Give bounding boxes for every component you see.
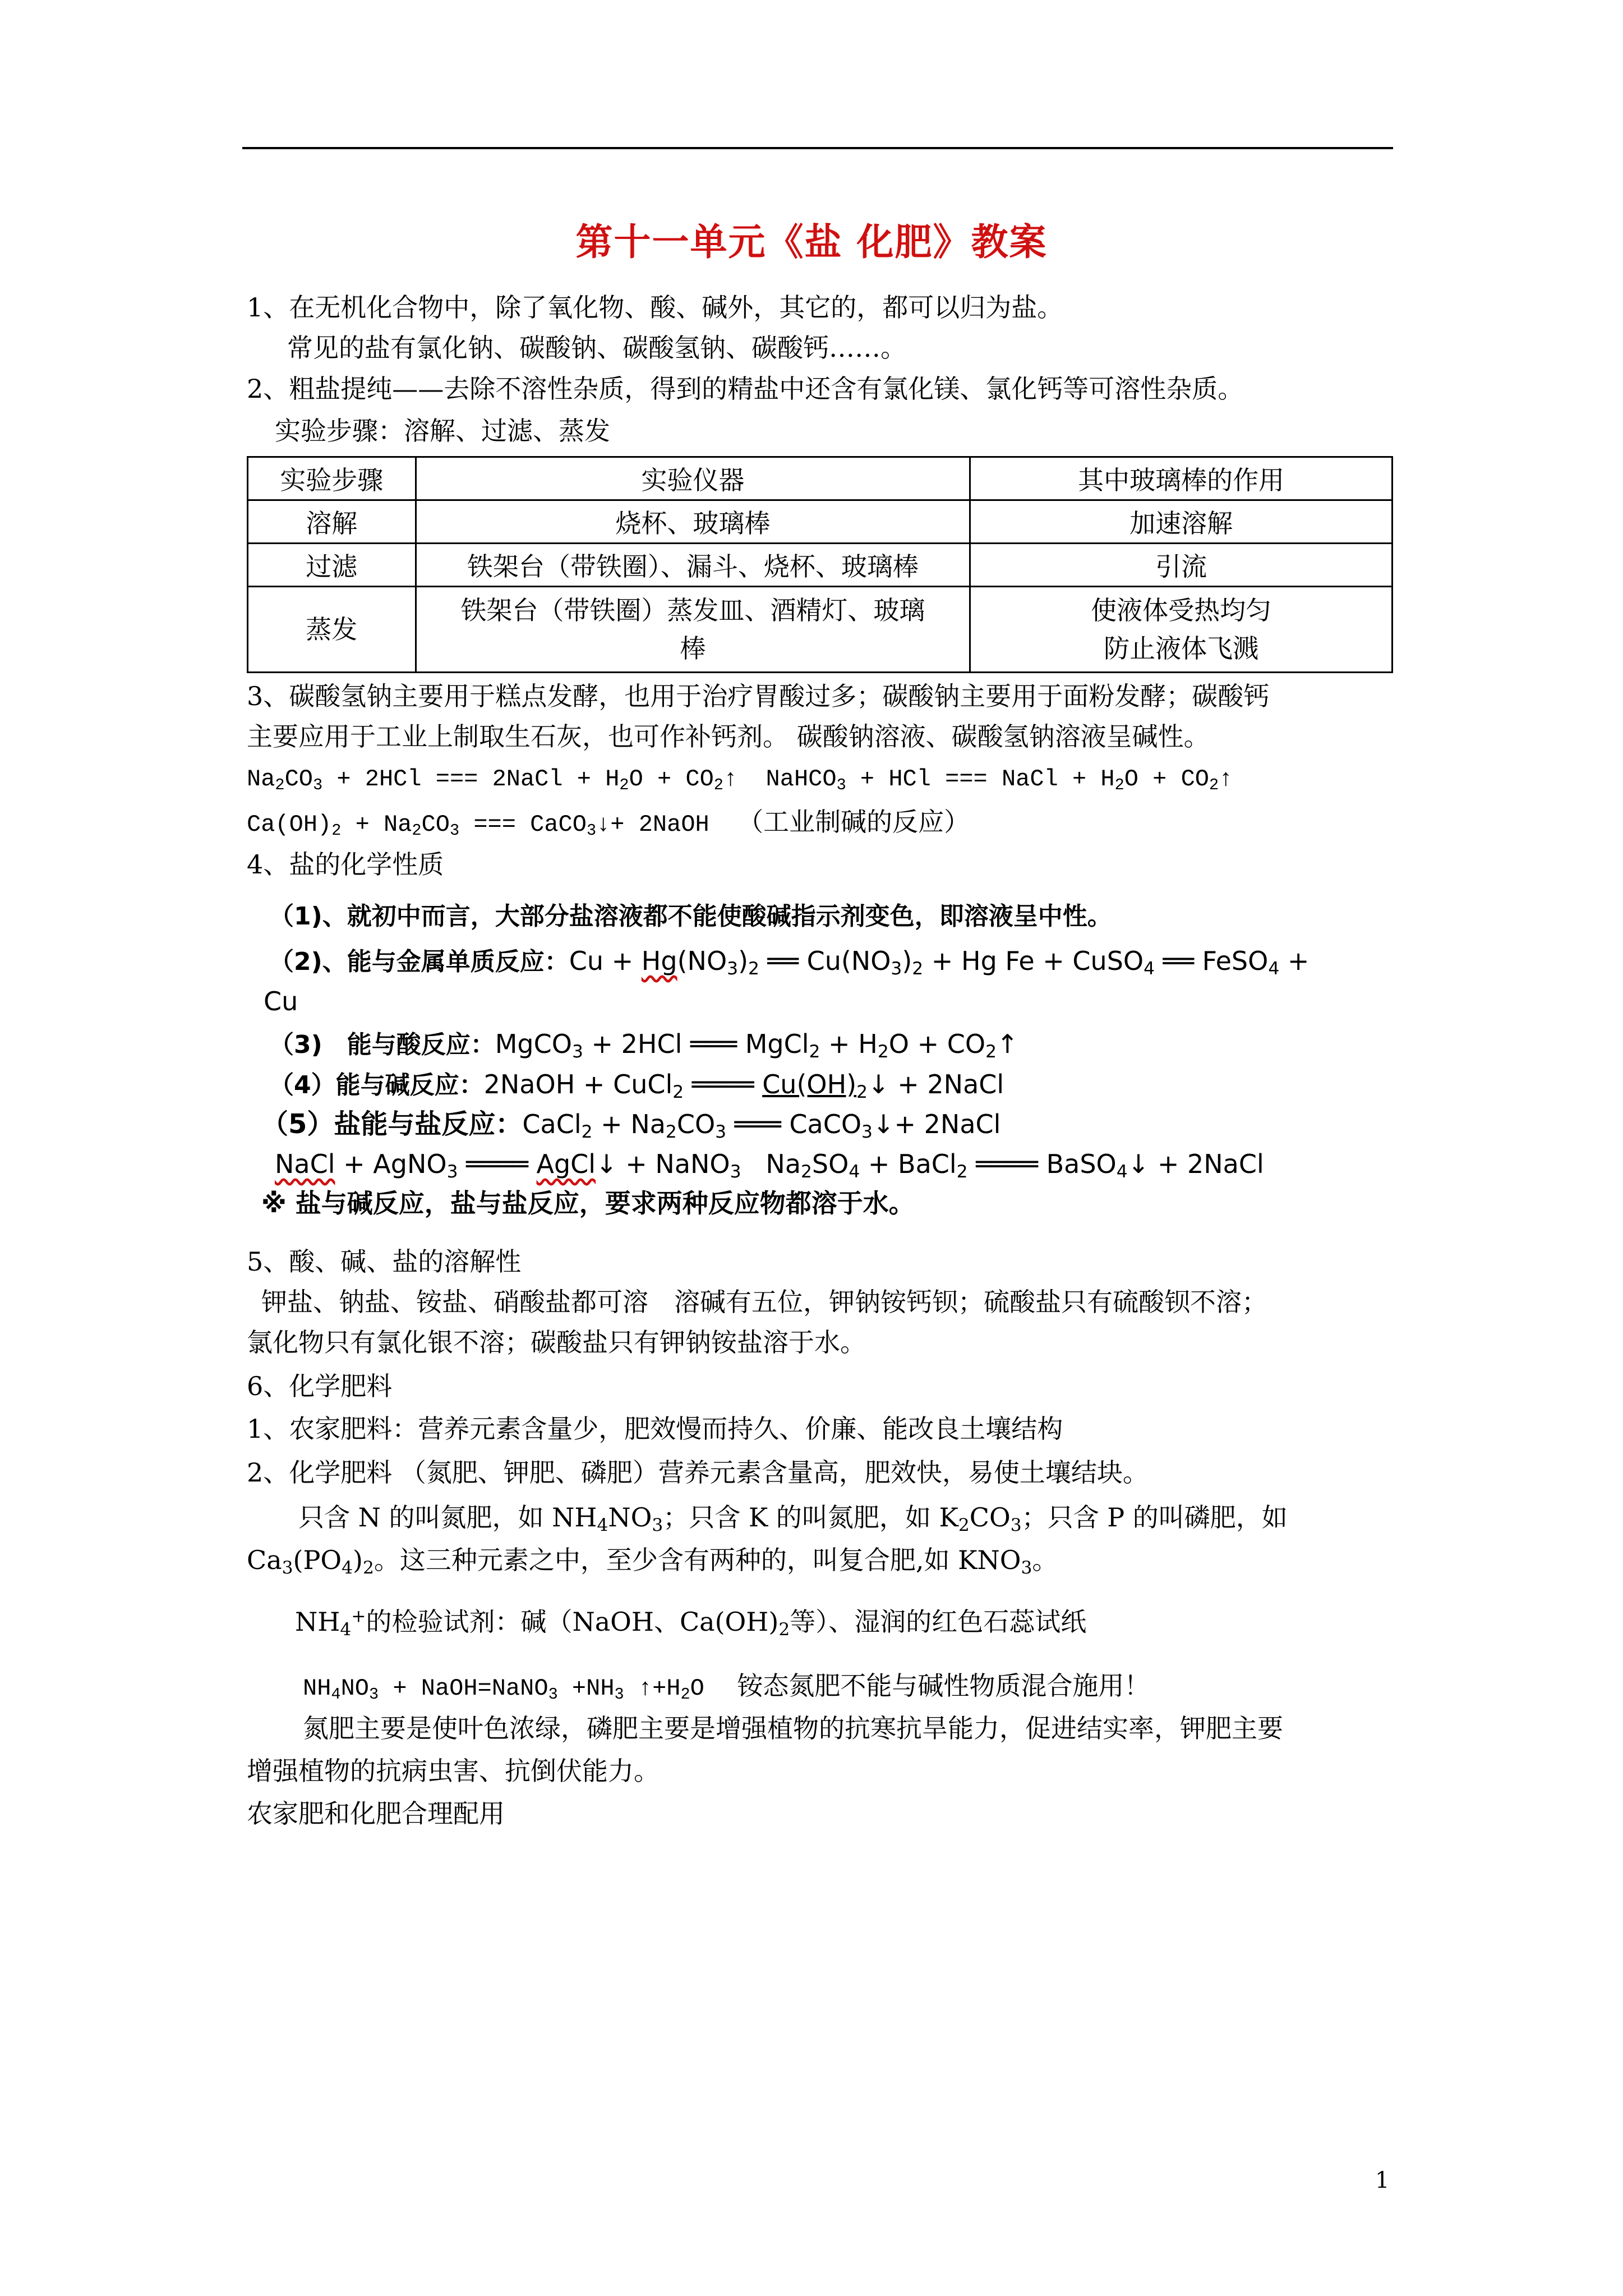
table-cell — [970, 587, 1393, 673]
role-line-1: 使液体受热均匀 — [1091, 595, 1272, 625]
para-1-line-2: 常见的盐有氯化钠、碳酸钠、碳酸氢钠、碳酸钙……。 — [287, 333, 906, 363]
apparatus-line-2: 棒 — [680, 633, 706, 664]
table-row — [248, 544, 1393, 587]
para-6-line-1: 1、农家肥料：营养元素含量少，肥效慢而持久、价廉、能改良土壤结构 — [247, 1414, 1063, 1444]
property-5-equations: NaCl + AgNO$_3$ ════ AgCl↓ + NaNO$_3$ $Na_2SO_4$ + BaCl$_2$ ════ BaSO$_4$↓ + 2NaCl — [275, 1149, 1264, 1182]
role-line-2: 防止液体飞溅 — [1104, 633, 1259, 664]
table-cell — [416, 587, 970, 673]
property-2: （2)、能与金属单质反应：$Cu + Hg(NO_3)_2$ ══ $Cu(NO_3)_2 + Hg$ Fe + CuSO$_4$ ══ FeSO$_4$ + — [269, 946, 1310, 979]
property-5: （5）盐能与盐反应：CaCl$_2$ + $Na_2CO_3$ ═══ CaCO$_3$↓+ 2NaCl — [261, 1108, 1001, 1142]
equation-note: （工业制碱的反应） — [737, 807, 970, 837]
property-5-label: （5）盐能与盐反应： — [261, 1108, 523, 1140]
text-segment: ；只含 P 的叫磷肥，如 — [1021, 1502, 1288, 1533]
experiment-table — [247, 456, 1393, 673]
text-segment: 等）、湿润的红色石蕊试纸 — [790, 1607, 1087, 1637]
table-cell: 烧杯、玻璃棒 — [416, 500, 970, 544]
para-4-heading: 4、盐的化学性质 — [247, 849, 444, 880]
para-1-line-1: 1、在无机化合物中，除了氧化物、酸、碱外，其它的，都可以归为盐。 — [247, 292, 1063, 323]
para-6-line-4: $Ca_3(PO_4)_2$。这三种元素之中，至少含有两种的，叫复合肥,如 $KNO_3$。 — [247, 1545, 1058, 1578]
para-6-line-6: 增强植物的抗病虫害、抗倒伏能力。 — [247, 1756, 660, 1786]
property-3: （3) 能与酸反应：MgCO$_3$ + 2HCl ═══ MgCl$_2$ + $H_2O$ + $CO_2↑$ — [269, 1029, 1018, 1062]
property-2-cont: Cu — [264, 986, 298, 1016]
para-6-heading: 6、化学肥料 — [247, 1371, 393, 1401]
para-6-line-7: 农家肥和化肥合理配用 — [247, 1798, 505, 1829]
table-cell: 引流 — [970, 544, 1393, 587]
text-segment: 只含 N 的叫氮肥，如 NH — [298, 1502, 597, 1533]
table-cell: 加速溶解 — [970, 500, 1393, 544]
table-header-cell: 实验步骤 — [248, 457, 416, 500]
property-2-label: （2)、能与金属单质反应： — [269, 947, 569, 976]
reaction-note: ※ 盐与碱反应，盐与盐反应，要求两种反应物都溶于水。 — [261, 1188, 915, 1218]
table-header-cell: 其中玻璃棒的作用 — [970, 457, 1393, 500]
property-1: （1)、就初中而言，大部分盐溶液都不能使酸碱指示剂变色，即溶液呈中性。 — [269, 902, 1112, 931]
equation-sodium-carbonate: $Na_2CO_3 + 2HCl$ === 2NaCl + $H_2O$ + $CO_2↑$ NaHCO$_3$ + HCl === NaCl + $H_2O$ + $CO_2↑$ — [247, 766, 1233, 795]
table-cell: 溶解 — [248, 500, 416, 544]
table-row — [248, 457, 1393, 500]
para-6-line-2: 2、化学肥料 （氮肥、钾肥、磷肥）营养元素含量高，肥效快，易使土壤结块。 — [247, 1457, 1149, 1488]
para-5-line-2: 氯化物只有氯化银不溶；碳酸盐只有钾钠铵盐溶于水。 — [247, 1327, 866, 1358]
para-6-line-5: 氮肥主要是使叶色浓绿，磷肥主要是增强植物的抗寒抗旱能力，促进结实率，钾肥主要 — [303, 1713, 1283, 1743]
header-rule — [242, 147, 1393, 149]
text-segment: ；只含 K 的叫氮肥，如 K — [663, 1502, 958, 1533]
page-number: 1 — [1375, 2168, 1390, 2193]
para-5-heading: 5、酸、碱、盐的溶解性 — [247, 1246, 522, 1277]
equation-industrial-alkali: $Ca(OH)_2 + Na_2CO_3$ === CaCO$_3$↓+ 2NaOH （工业制碱的反应） — [247, 807, 970, 840]
para-3-line-2: 主要应用于工业上制取生石灰，也可作补钙剂。 碳酸钠溶液、碳酸氢钠溶液呈碱性。 — [247, 721, 1210, 752]
para-5-line-1: 钾盐、钠盐、铵盐、硝酸盐都可溶 溶碱有五位，钾钠铵钙钡；硫酸盐只有硫酸钡不溶； — [261, 1287, 1267, 1317]
table-cell: 过滤 — [248, 544, 416, 587]
para-6-line-3: 只含 N 的叫氮肥，如 $NH_4NO_3$；只含 K 的叫氮肥，如 $K_2CO_3$；只含 P 的叫磷肥，如 — [298, 1502, 1288, 1535]
ammonium-warning: 铵态氮肥不能与碱性物质混合施用！ — [737, 1671, 1150, 1701]
property-4: （4）能与碱反应：2NaOH + CuCl$_2$ ════ $Cu(OH)_2↓$ + 2NaCl — [269, 1069, 1004, 1102]
para-2-line-2: 实验步骤：溶解、过滤、蒸发 — [275, 416, 610, 446]
property-3-label: （3) 能与酸反应： — [269, 1030, 495, 1059]
ammonium-equation: $NH_4NO_3$ + NaOH=NaNO$_3$ $+NH_3$ $↑+H_2O$ 铵态氮肥不能与碱性物质混合施用！ — [303, 1671, 1150, 1704]
page-title: 第十一单元《盐 化肥》教案 — [575, 220, 1048, 264]
table-header-cell: 实验仪器 — [416, 457, 970, 500]
text-segment: 的检验试剂：碱（NaOH、Ca(OH) — [366, 1607, 779, 1637]
para-2-line-1: 2、粗盐提纯——去除不溶性杂质，得到的精盐中还含有氯化镁、氯化钙等可溶性杂质。 — [247, 374, 1244, 404]
table-row — [248, 500, 1393, 544]
table-row — [248, 587, 1393, 673]
para-3-line-1: 3、碳酸氢钠主要用于糕点发酵，也用于治疗胃酸过多；碳酸钠主要用于面粉发酵；碳酸钙 — [247, 681, 1270, 711]
text-segment: 。这三种元素之中，至少含有两种的，叫复合肥,如 KNO — [374, 1545, 1021, 1575]
apparatus-line-1: 铁架台（带铁圈）蒸发皿、酒精灯、玻璃 — [460, 595, 925, 625]
table-cell: 蒸发 — [248, 587, 416, 673]
table-cell: 铁架台（带铁圈）、漏斗、烧杯、玻璃棒 — [416, 544, 970, 587]
ammonium-test: $NH_4^+$的检验试剂：碱（NaOH、$Ca(OH)_2$等）、湿润的红色石蕊试纸 — [295, 1606, 1087, 1640]
property-4-label: （4）能与碱反应： — [269, 1071, 484, 1099]
